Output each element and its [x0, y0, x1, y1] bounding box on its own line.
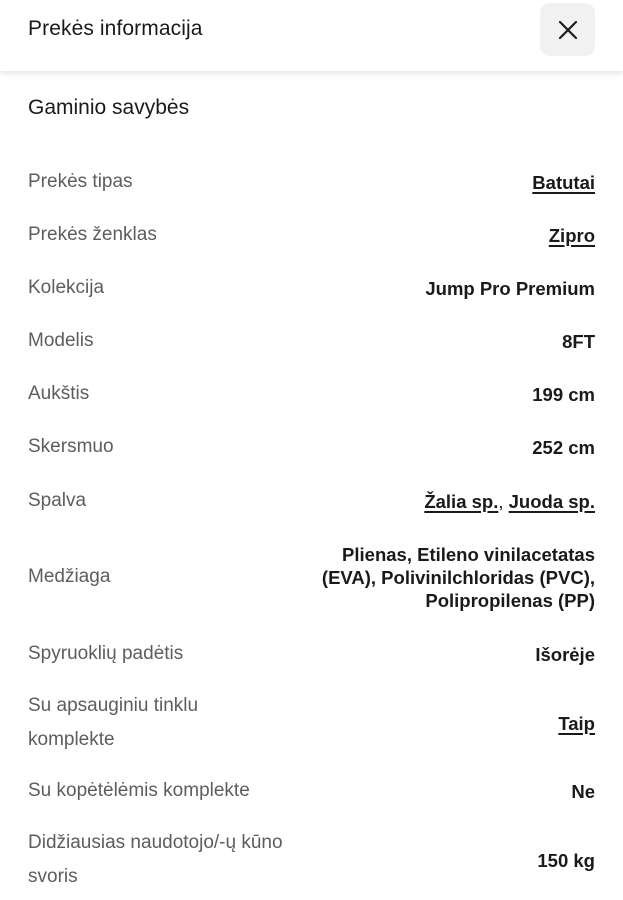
label-line: svoris — [28, 866, 78, 887]
property-label-multiline — [28, 689, 198, 757]
property-value-links — [424, 490, 595, 513]
modal-header — [0, 0, 623, 71]
color-link-black[interactable]: Juoda sp. — [508, 491, 595, 512]
label-line: Su apsauginiu tinklu — [28, 695, 199, 716]
material-line: Plienas, Etileno vinilacetatas — [342, 544, 595, 565]
label-line: komplekte — [28, 729, 115, 750]
property-label: Su kopėtėlėmis komplekte — [28, 780, 250, 801]
property-label: Modelis — [28, 330, 94, 351]
property-value: 150 kg — [537, 850, 595, 871]
color-separator: , — [498, 491, 504, 512]
property-label: Kolekcija — [28, 277, 105, 298]
property-label: Spyruoklių padėtis — [28, 643, 184, 664]
section-title: Gaminio savybės — [28, 96, 190, 119]
close-icon — [557, 19, 579, 41]
property-label-multiline — [28, 826, 283, 894]
property-value-link[interactable]: Taip — [558, 713, 595, 734]
property-label: Aukštis — [28, 383, 90, 404]
property-value-link[interactable]: Batutai — [532, 172, 595, 193]
property-label: Medžiaga — [28, 566, 111, 587]
property-value-link[interactable]: Zipro — [548, 225, 595, 246]
label-line: Didžiausias naudotojo/-ų kūno — [28, 832, 283, 853]
property-label: Spalva — [28, 490, 87, 511]
color-link-green[interactable]: Žalia sp. — [424, 491, 499, 512]
property-value: Jump Pro Premium — [425, 278, 595, 299]
property-value: Ne — [571, 781, 595, 802]
property-value: 8FT — [562, 331, 595, 352]
property-value: 252 cm — [532, 437, 595, 458]
property-label: Skersmuo — [28, 436, 114, 457]
property-label: Prekės ženklas — [28, 224, 157, 245]
close-button[interactable] — [540, 3, 595, 56]
material-line: (EVA), Polivinilchloridas (PVC), — [321, 567, 595, 588]
modal-title: Prekės informacija — [28, 17, 203, 40]
material-line: Polipropilenas (PP) — [425, 590, 595, 611]
property-value: 199 cm — [532, 384, 595, 405]
property-value-multiline — [322, 543, 595, 612]
property-label: Prekės tipas — [28, 171, 133, 192]
property-value: Išorėje — [535, 644, 595, 665]
